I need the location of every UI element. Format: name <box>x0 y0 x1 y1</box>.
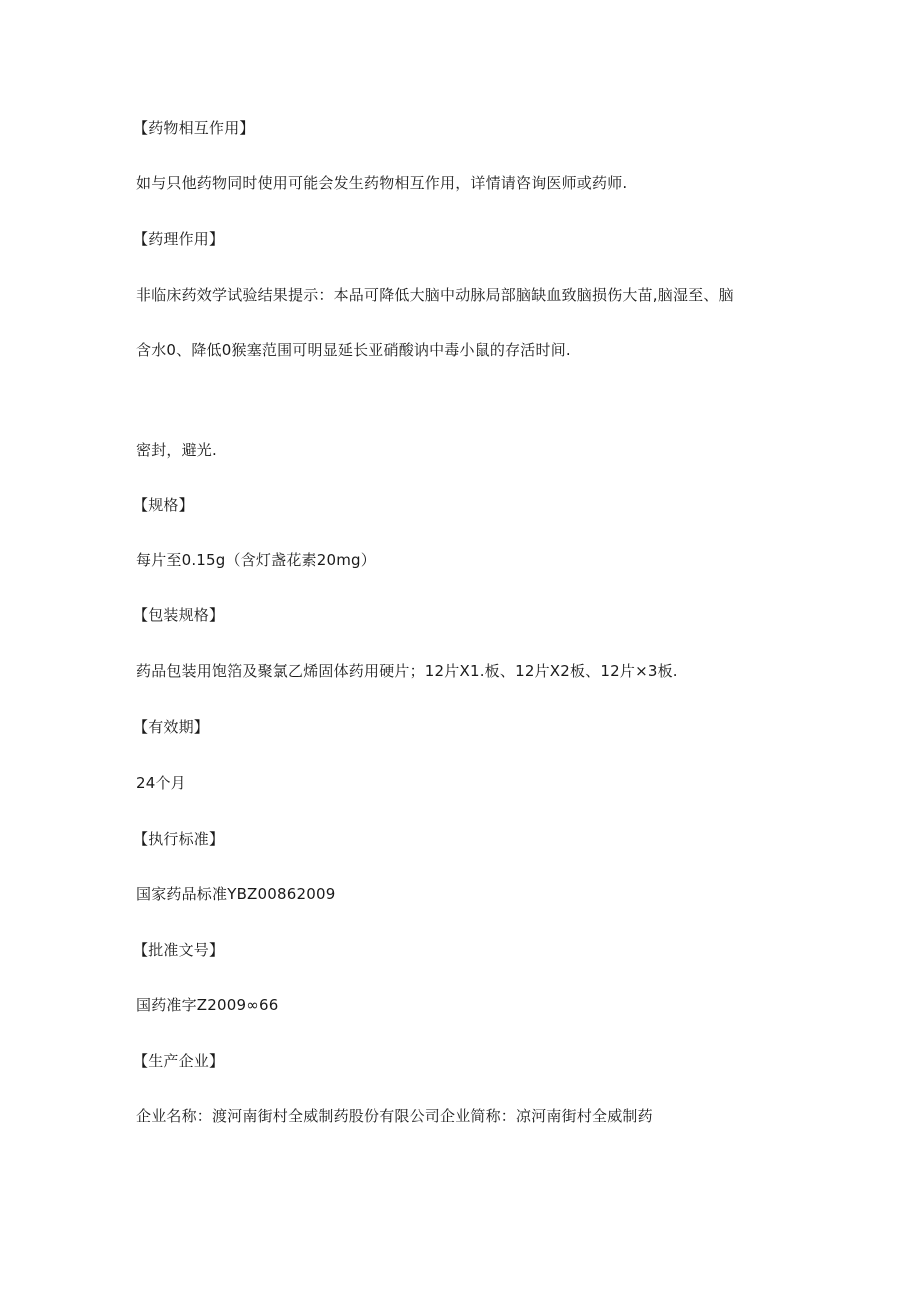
package-heading: 【包装规格】 <box>133 606 225 624</box>
package-text: 药品包装用饱箔及聚氯乙烯固体药用硬片；12片X1.板、12片X2板、12片×3板. <box>136 662 678 680</box>
interactions-heading: 【药物相互作用】 <box>133 119 255 137</box>
approval-text: 国药准字Z2009∞66 <box>136 996 279 1014</box>
storage-text: 密封，避光. <box>136 441 217 459</box>
pharmacology-text-line-1: 非临床药效学试验结果提示：本品可降低大脑中动脉局部脑缺血致脑损伤大苗,脑湿至、脑 <box>136 286 734 304</box>
approval-heading: 【批准文号】 <box>133 941 225 959</box>
expiry-text: 24个月 <box>136 774 186 792</box>
expiry-heading: 【有效期】 <box>133 718 210 736</box>
manufacturer-heading: 【生产企业】 <box>133 1052 225 1070</box>
standard-heading: 【执行标准】 <box>133 830 225 848</box>
standard-text: 国家药品标准YBZ00862009 <box>136 885 336 903</box>
pharmacology-text-line-2: 含水0、降低0猴塞范围可明显延长亚硝酸讷中毒小鼠的存活时间. <box>136 341 571 359</box>
interactions-text: 如与只他药物同时使用可能会发生药物相互作用，详情请咨询医师或药师. <box>136 174 628 192</box>
spec-text: 每片至0.15g（含灯盏花素20mg） <box>136 551 376 569</box>
pharmacology-heading: 【药理作用】 <box>133 230 225 248</box>
spec-heading: 【规格】 <box>133 496 194 514</box>
manufacturer-text: 企业名称：渡河南街村全威制药股份有限公司企业简称：凉河南街村全威制药 <box>136 1107 653 1125</box>
